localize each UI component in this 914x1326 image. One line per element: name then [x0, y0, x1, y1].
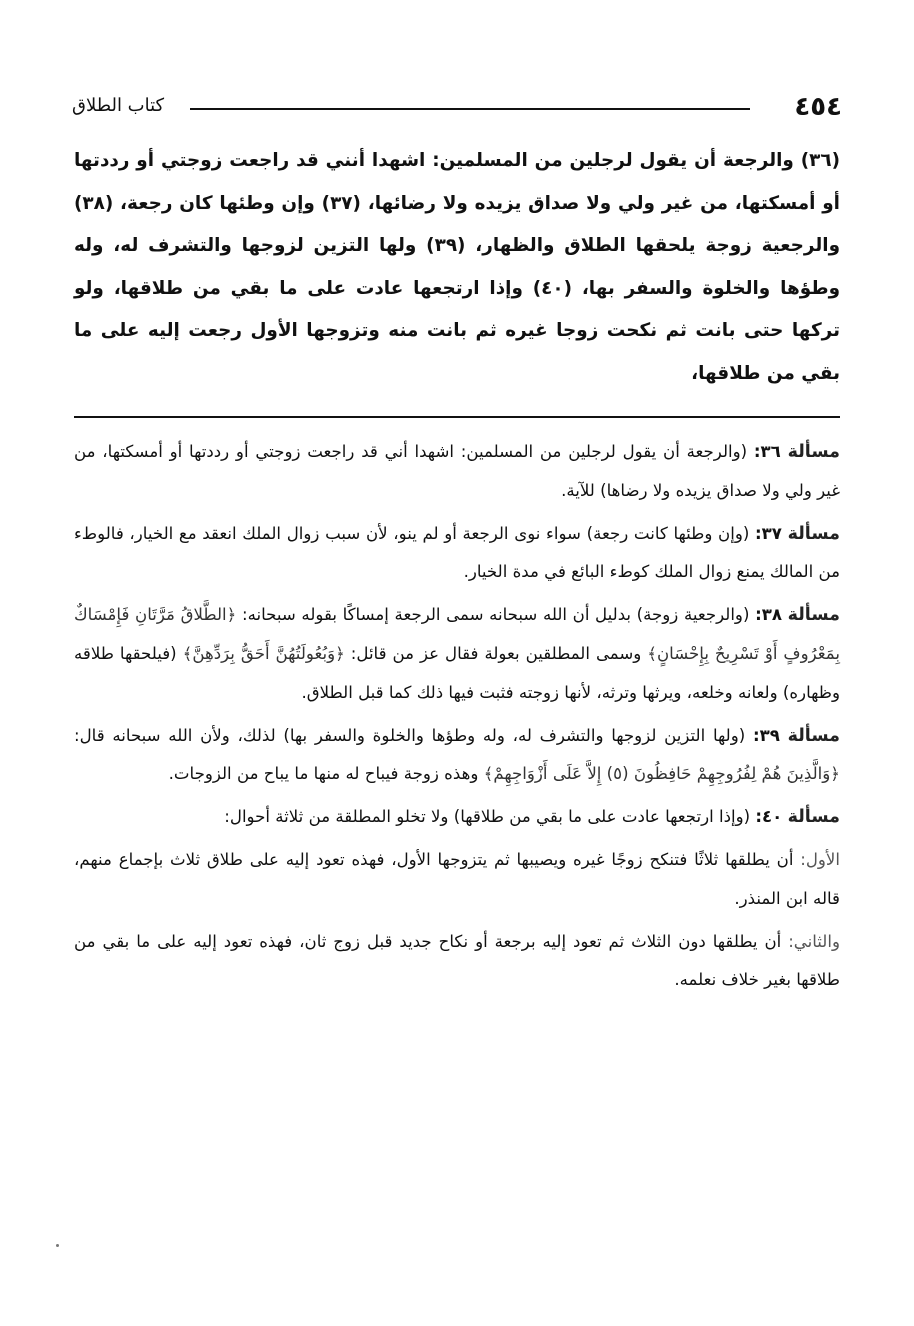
masala-text: وهذه زوجة فيباح له منها ما يباح من الزوجات. [168, 764, 484, 784]
section-separator [74, 416, 840, 418]
main-text-matn: (٣٦) والرجعة أن يقول لرجلين من المسلمين: اشهدا أنني قد راجعت زوجتي أو رددتها أو أمسكتها، من غير ولي ولا صداق يزيده ولا رضائها، (٣٧) وإن وطئها كان رجعة، (٣٨) والرجعية زوجة يلحقها الطلاق والظهار، (٣٩) ولها التزين لزوجها والتشرف له، وله وطؤها والخلوة والسفر بها، (٤٠) وإذا ارتجعها عادت على ما بقي من طلاقها، ولو تركها حتى بانت ثم نكحت زوجا غيره ثم بانت منه وتزوجها الأول رجعت إليه على ما بقي من طلاقها، [74, 150, 841, 384]
masala-label: مسألة [787, 605, 841, 626]
masala-number: ٣٨: [755, 605, 782, 625]
masala-text: (ولها التزين لزوجها والتشرف له، وله وطؤها والخلوة والسفر بها) لذلك، ولأن الله سبحانه قال: [74, 725, 753, 745]
masala-label: مسألة [787, 725, 841, 746]
case-second [74, 923, 840, 1001]
page-number: ٤٥٤ [794, 92, 842, 122]
masala-text: (والرجعة أن يقول لرجلين من المسلمين: اشهدا أني قد راجعت زوجتي أو رددتها أو أمسكتها، من غير ولي ولا صداق يزيده ولا رضاها) للآية. [74, 442, 840, 500]
masala-text: (وإذا ارتجعها عادت على ما بقي من طلاقها) ولا تخلو المطلقة من ثلاثة أحوال: [224, 807, 756, 827]
masala-40 [74, 798, 840, 837]
masala-number: ٤٠: [755, 807, 783, 827]
masala-text: (وإن وطئها كانت رجعة) سواء نوى الرجعة أو لم ينو، لأن سبب زوال الملك انعقد مع الخيار، فالوطء من المالك يمنع زوال الملك كوطء البائع في مدة الخيار. [74, 523, 840, 582]
page-header [72, 92, 842, 128]
masala-number: ٣٩: [752, 725, 780, 745]
masala-label: مسألة [787, 523, 840, 544]
case-label: الأول: [800, 849, 840, 869]
masala-text: (والرجعية زوجة) بدليل أن الله سبحانه سمى الرجعة إمساكًا بقوله سبحانه: [236, 605, 756, 625]
quran-verse: ﴿وَبُعُولَتُهُنَّ أَحَقُّ بِرَدِّهِنَّ﴾ [182, 643, 345, 663]
case-first [74, 841, 840, 919]
quran-verse: ﴿وَالَّذِينَ هُمْ لِفُرُوجِهِمْ حَافِظُونَ (٥) إِلاَّ عَلَى أَزْوَاجِهِمْ﴾ [483, 764, 840, 784]
masala-38 [74, 596, 840, 712]
masala-37 [74, 515, 840, 593]
masala-number: ٣٦: [753, 442, 781, 461]
masala-text: (فيلحقها طلاقه وظهاره) ولعانه وخلعه، ويرثها وترثه، لأنها زوجته فثبت فيها ذلك كما قبل الطلاق. [74, 643, 840, 702]
masala-label: مسألة [787, 807, 840, 828]
masala-39 [74, 717, 840, 795]
masala-text: وسمى المطلقين بعولة فقال عز من قائل: [344, 643, 648, 663]
quran-verse: ﴿الطَّلاقُ مَرَّتَانِ فَإِمْسَاكٌ بِمَعْرُوفٍ أَوْ تَسْرِيحٌ بِإِحْسَانٍ﴾ [74, 605, 840, 663]
scan-speck [56, 1244, 59, 1247]
book-title: كتاب الطلاق [72, 95, 165, 116]
case-text: أن يطلقها ثلاثًا فتنكح زوجًا غيره ويصيبها ثم يتزوجها الأول، فهذه تعود إليه على طلاق ثلاث بإجماع منهم، قاله ابن المنذر. [74, 849, 840, 908]
case-text: أن يطلقها دون الثلاث ثم تعود إليه برجعة أو نكاح جديد قبل زوج ثان، فهذه تعود إليه على ما بقي من طلاقها بغير خلاف نعلمه. [74, 931, 840, 990]
commentary-sharh [74, 433, 840, 1004]
masala-36 [74, 433, 840, 511]
header-rule [190, 108, 750, 110]
case-label: والثاني: [788, 931, 840, 951]
masala-number: ٣٧: [755, 523, 782, 543]
masala-label: مسألة [787, 442, 840, 462]
